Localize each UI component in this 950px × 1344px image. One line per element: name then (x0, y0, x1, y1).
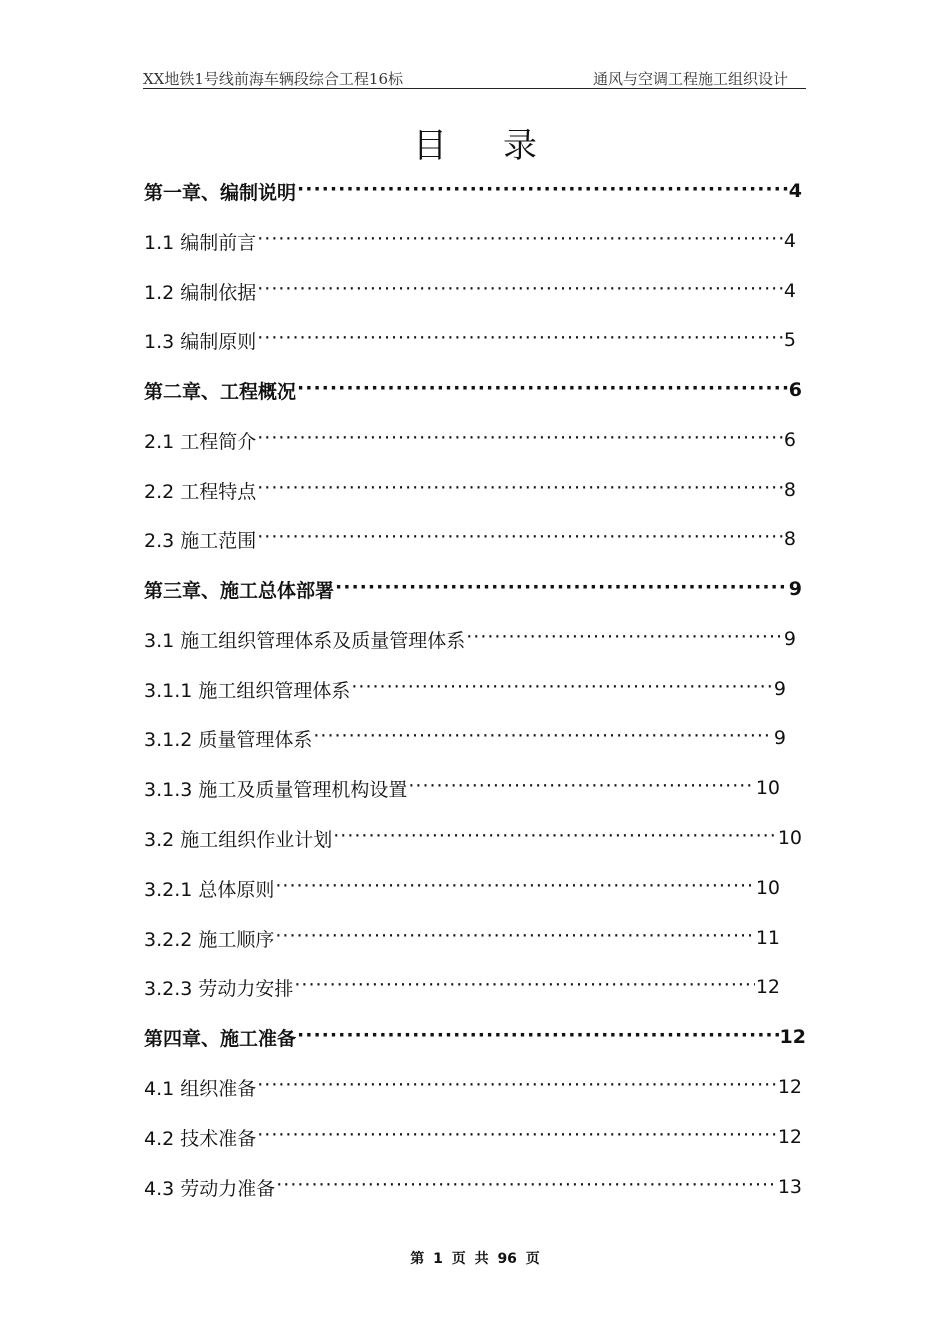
toc-section-entry[interactable] (144, 276, 796, 306)
toc-entry-label: 3.2.1 总体原则 (144, 878, 275, 901)
toc-entry-page-number: 12 (755, 976, 780, 998)
header-document-title: 通风与空调工程施工组织设计 (592, 70, 788, 88)
toc-entry-label: 3.2.2 施工顺序 (144, 928, 275, 951)
toc-leader-dots (313, 723, 773, 753)
toc-leader-dots (276, 1172, 777, 1202)
toc-chapter-entry[interactable] (144, 1022, 806, 1052)
toc-entry-page-number: 10 (755, 777, 780, 799)
toc-section-entry[interactable] (144, 624, 796, 654)
header-project-name: XX地铁1号线前海车辆段综合工程16标 (143, 70, 403, 88)
toc-entry-page-number: 9 (773, 678, 786, 700)
toc-section-entry[interactable] (144, 325, 796, 355)
toc-leader-dots (466, 624, 783, 654)
toc-entry-label: 3.1.2 质量管理体系 (144, 728, 313, 751)
toc-entry-page-number: 8 (783, 528, 796, 550)
toc-section-entry[interactable] (144, 723, 786, 753)
toc-leader-dots (257, 425, 783, 455)
toc-section-entry[interactable] (144, 972, 780, 1002)
toc-leader-dots (351, 674, 773, 704)
page-footer: 第 1 页 共 96 页 (410, 1251, 540, 1267)
toc-section-entry[interactable] (144, 873, 780, 903)
toc-leader-dots (257, 1122, 777, 1152)
toc-entry-page-number: 8 (783, 479, 796, 501)
toc-chapter-entry[interactable] (144, 176, 802, 206)
toc-entry-label: 3.1.3 施工及质量管理机构设置 (144, 778, 408, 801)
toc-entry-page-number: 9 (773, 727, 786, 749)
toc-section-entry[interactable] (144, 524, 796, 554)
toc-section-entry[interactable] (144, 475, 796, 505)
toc-entry-page-number: 10 (755, 877, 780, 899)
toc-entry-label: 2.3 施工范围 (144, 529, 257, 552)
page-header (143, 64, 806, 89)
toc-entry-page-number: 4 (788, 180, 802, 202)
toc-section-entry[interactable] (144, 1072, 802, 1102)
toc-leader-dots (257, 475, 783, 505)
toc-entry-page-number: 12 (777, 1076, 802, 1098)
toc-entry-label: 2.2 工程特点 (144, 480, 257, 503)
toc-section-entry[interactable] (144, 425, 796, 455)
toc-entry-label: 第一章、编制说明 (144, 181, 297, 204)
toc-section-entry[interactable] (144, 823, 802, 853)
toc-entry-label: 2.1 工程简介 (144, 430, 257, 453)
toc-section-entry[interactable] (144, 1172, 802, 1202)
toc-leader-dots (257, 1072, 777, 1102)
toc-entry-page-number: 11 (755, 927, 780, 949)
toc-entry-label: 4.3 劳动力准备 (144, 1177, 276, 1200)
toc-entry-page-number: 6 (783, 429, 796, 451)
toc-title: 目录 (413, 126, 593, 166)
toc-section-entry[interactable] (144, 674, 786, 704)
toc-entry-page-number: 9 (783, 628, 796, 650)
toc-chapter-entry[interactable] (144, 574, 802, 604)
toc-entry-page-number: 4 (783, 230, 796, 252)
toc-section-entry[interactable] (144, 923, 780, 953)
toc-leader-dots (333, 823, 777, 853)
toc-entry-label: 3.1 施工组织管理体系及质量管理体系 (144, 629, 466, 652)
toc-leader-dots (257, 276, 783, 306)
toc-leader-dots (335, 574, 788, 604)
toc-section-entry[interactable] (144, 773, 780, 803)
toc-section-entry[interactable] (144, 1122, 802, 1152)
toc-entry-page-number: 12 (777, 1126, 802, 1148)
toc-entry-page-number: 9 (788, 578, 802, 600)
toc-entry-page-number: 12 (779, 1026, 806, 1048)
toc-entry-page-number: 13 (777, 1176, 802, 1198)
toc-entry-label: 1.1 编制前言 (144, 231, 257, 254)
toc-entry-label: 1.3 编制原则 (144, 330, 257, 353)
toc-leader-dots (257, 524, 783, 554)
toc-leader-dots (257, 226, 783, 256)
toc-chapter-entry[interactable] (144, 375, 802, 405)
toc-leader-dots (275, 873, 754, 903)
toc-entry-label: 1.2 编制依据 (144, 281, 257, 304)
toc-leader-dots (297, 1022, 779, 1052)
toc-section-entry[interactable] (144, 226, 796, 256)
toc-entry-page-number: 10 (777, 827, 802, 849)
toc-entry-page-number: 4 (783, 280, 796, 302)
toc-entry-page-number: 6 (788, 379, 802, 401)
toc-entry-page-number: 5 (783, 329, 796, 351)
toc-entry-label: 4.2 技术准备 (144, 1127, 257, 1150)
toc-entry-label: 第四章、施工准备 (144, 1027, 297, 1050)
toc-leader-dots (408, 773, 754, 803)
toc-leader-dots (297, 176, 788, 206)
toc-entry-label: 4.1 组织准备 (144, 1077, 257, 1100)
toc-entry-label: 第三章、施工总体部署 (144, 579, 335, 602)
toc-leader-dots (257, 325, 783, 355)
toc-leader-dots (294, 972, 754, 1002)
toc-leader-dots (275, 923, 754, 953)
toc-leader-dots (297, 375, 788, 405)
toc-entry-label: 3.2.3 劳动力安排 (144, 977, 294, 1000)
toc-entry-label: 第二章、工程概况 (144, 380, 297, 403)
toc-entry-label: 3.2 施工组织作业计划 (144, 828, 333, 851)
toc-entry-label: 3.1.1 施工组织管理体系 (144, 679, 351, 702)
